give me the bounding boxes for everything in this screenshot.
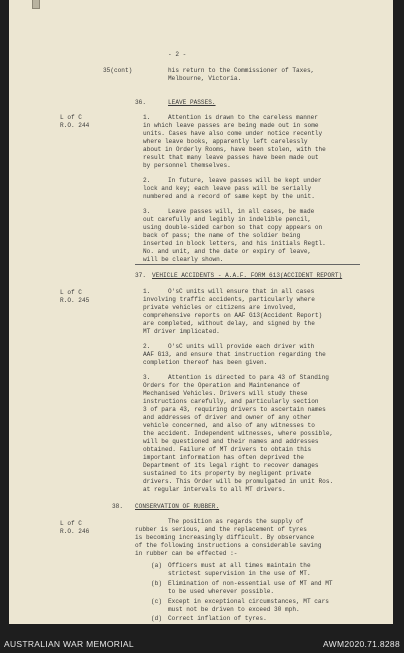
para36-item3-line: using double-sided carbon so that copy appears on — [143, 224, 323, 231]
para37-item3-line: will be questioned and their names and addresses — [143, 438, 319, 445]
para36-margin-ref: L of C — [60, 114, 82, 121]
para37-item1-line: are completed, without delay, and signed by the — [143, 320, 315, 327]
para36-rule — [135, 264, 360, 265]
para37-item3-line: drivers. This Order will be promulgated in unit Ros. — [143, 478, 334, 485]
para38-intro-line: rubber is serious, and the replacement of tyres — [135, 526, 307, 533]
para38-intro-line: The position as regards the supply of — [168, 518, 304, 525]
para37-item2-line: AAF G13, and ensure that instruction regarding the — [143, 351, 326, 358]
para37-item3-line: sustained to its property by negligent private — [143, 470, 312, 477]
para36-item3-line: out carefully and legibly in indelible pencil, — [143, 216, 312, 223]
para37-item1-line: involving traffic accidents, particularly where — [143, 296, 315, 303]
para37-item3-line: important information has often deprived the — [143, 454, 304, 461]
archive-footer — [0, 637, 404, 653]
para37-item-number: 2. — [143, 343, 151, 350]
para36-number: 36. — [135, 99, 146, 106]
para36-item3-line: will be clearly shown. — [143, 256, 224, 263]
para36-item1-line: about in Orderly Rooms, have been stolen, with the — [143, 146, 326, 153]
para38-item-label: (d) — [151, 615, 162, 622]
para38-heading: CONSERVATION OF RUBBER. — [135, 503, 220, 510]
para37-item3-line: Attention is directed to para 43 of Standing — [168, 374, 329, 381]
para37-item3-line: Orders for the Operation and Maintenance of — [143, 382, 301, 389]
archive-reference: AWM2020.71.8288 — [323, 639, 400, 649]
para37-item1-line: private vehicles or citizens are involved, — [143, 304, 297, 311]
para37-item2-line: completion thereof has been given. — [143, 359, 268, 366]
para36-item2-line: In future, leave passes will be kept under — [168, 177, 322, 184]
para38-number: 38. — [112, 503, 123, 510]
para37-item3-line: obtained. Failure of MT drivers to obtain this — [143, 446, 312, 453]
para35-line: his return to the Commissioner of Taxes, — [168, 67, 315, 74]
para35-line: Melbourne, Victoria. — [168, 75, 242, 82]
para36-item1-line: where leave books, apparently left carelessly — [143, 138, 308, 145]
para37-item3-line: Department of its legal right to recover damages — [143, 462, 319, 469]
para37-item3-line: the accident. Independent witnesses, where possible, — [143, 430, 334, 437]
para36-item2-line: lock and key; each leave pass will be serially — [143, 185, 312, 192]
para36-item1-line: units. Cases have also come under notice recently — [143, 130, 323, 137]
document-page — [9, 0, 393, 624]
para38-intro-line: of the following instructions a considerable saving — [135, 542, 322, 549]
para37-item1-line: MT driver implicated. — [143, 328, 220, 335]
para38-item-a-line: Officers must at all times maintain the — [168, 562, 311, 569]
para37-item3-line: Mechanised Vehicles. Drivers will study these — [143, 390, 308, 397]
para36-item3-line: No. and unit, and the date or expiry of leave, — [143, 248, 312, 255]
para36-item-number: 1. — [143, 114, 151, 121]
para36-item1-line: result that many leave passes have been made out — [143, 154, 319, 161]
para37-item1-line: comprehensive reports on AAF G13(Accident Report) — [143, 312, 323, 319]
para37-number: 37. — [135, 272, 146, 279]
para37-margin-ref: L of C — [60, 289, 82, 296]
para37-item3-line: vehicle concerned, and also of any witnesses to — [143, 422, 315, 429]
para38-item-label: (c) — [151, 598, 162, 605]
para37-margin-ref: R.O. 245 — [60, 297, 90, 304]
para36-margin-ref: R.O. 244 — [60, 122, 90, 129]
para37-item3-line: instructions carefully, and particularly section — [143, 398, 319, 405]
archive-name: AUSTRALIAN WAR MEMORIAL — [4, 639, 134, 649]
para38-margin-ref: R.O. 246 — [60, 528, 90, 535]
para38-intro-line: in rubber can be effected :- — [135, 550, 238, 557]
para38-intro-line: is becoming increasingly difficult. By observance — [135, 534, 315, 541]
para38-item-d-line: Correct inflation of tyres. — [168, 615, 267, 622]
paper-clip-mark — [32, 0, 40, 9]
para37-item3-line: at regular intervals to all MT drivers. — [143, 486, 286, 493]
para36-item-number: 2. — [143, 177, 151, 184]
para37-item-number: 1. — [143, 288, 151, 295]
para36-item1-line: in which leave passes are being made out in some — [143, 122, 319, 129]
para37-item1-line: O'sC units will ensure that in all cases — [168, 288, 315, 295]
para36-item2-line: numbered and a record of same kept by the unit. — [143, 193, 315, 200]
para38-item-label: (a) — [151, 562, 162, 569]
para36-item1-line: Attention is drawn to the careless manner — [168, 114, 318, 121]
para36-item3-line: inserted in block letters, and his initials Regtl. — [143, 240, 326, 247]
para38-item-c-line: must not be driven to exceed 30 mph. — [168, 606, 300, 613]
para36-item3-line: Leave passes will, in all cases, be made — [168, 208, 315, 215]
para37-heading: VEHICLE ACCIDENTS - A.A.F. FORM 613(ACCIDENT REPORT) — [152, 272, 343, 279]
page-number: - 2 - — [168, 51, 187, 58]
para38-item-c-line: Except in exceptional circumstances, MT cars — [168, 598, 329, 605]
para38-item-label: (b) — [151, 580, 162, 587]
para36-item-number: 3. — [143, 208, 151, 215]
para38-item-a-line: strictest supervision in the use of MT. — [168, 570, 311, 577]
para38-item-b-line: to be used wherever possible. — [168, 588, 275, 595]
para38-margin-ref: L of C — [60, 520, 82, 527]
para37-item-number: 3. — [143, 374, 151, 381]
para37-item2-line: O'sC units will provide each driver with — [168, 343, 315, 350]
para36-item1-line: by personnel themselves. — [143, 162, 231, 169]
para38-item-b-line: Elimination of non-essential use of MT and MT — [168, 580, 333, 587]
para37-item3-line: 3 of para 43, requiring drivers to ascertain names — [143, 406, 326, 413]
para36-heading: LEAVE PASSES. — [168, 99, 216, 106]
para37-item3-line: and addresses of driver and owner of any other — [143, 414, 312, 421]
para35-number: 35(cont) — [103, 67, 133, 74]
para36-item3-line: back of pass; the name of the soldier being — [143, 232, 301, 239]
